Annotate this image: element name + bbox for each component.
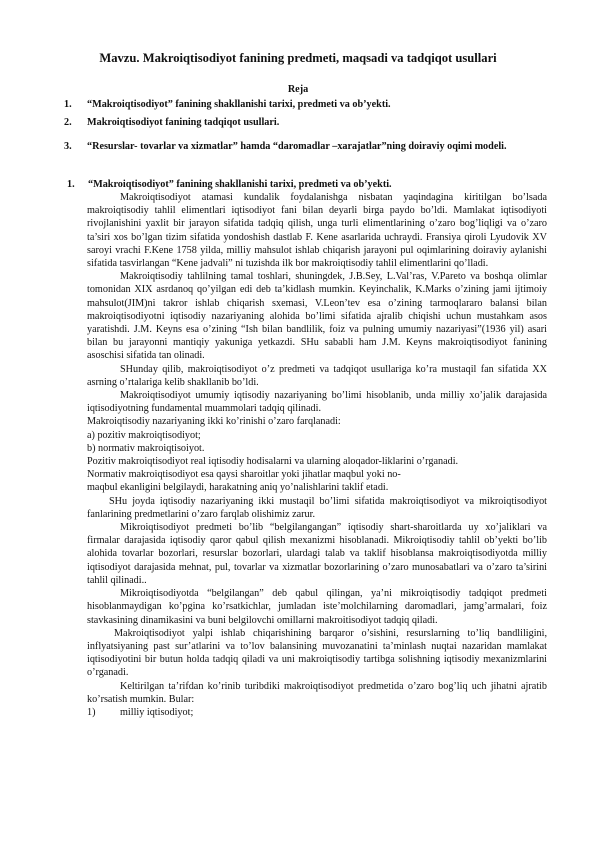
paragraph: Pozitiv makroiqtisodiyot real iqtisodiy hodisalarni va ularning aloqador-liklarini o’rganadi.: [87, 456, 459, 468]
paragraph: Mikroiqtisodiyotda “belgilangan” deb qabul qilingan, ya’ni mikroiqtisodiy tadqiqot predmeti hisoblanmaydigan ko’pgina ko’rsatkichlar, jumladan iste’molchilarning daromadlari, jamg’armalari, foiz stavkasining dinamikasini va buni belgilovchi omillarni makroitisodiyot tadqiq qiladi.: [87, 588, 547, 626]
list-item: b) normativ makroiqtisoiyot.: [87, 442, 205, 454]
section-heading: [67, 178, 392, 191]
list-item: a) pozitiv makroiqtisodiyot;: [87, 429, 201, 441]
list-item-text: milliy iqtisodiyot;: [120, 706, 194, 718]
plan-item-text: “Makroiqtisodiyot” fanining shakllanishi tarixi, predmeti va ob’yekti.: [87, 99, 391, 110]
paragraph: Makroiqtisodiyot umumiy iqtisodiy nazariyaning bo’limi hisoblanib, unda milliy xo’jalik darajasida iqtisodiyotning fundamental muammolari tadqiq qilinadi.: [87, 390, 547, 415]
paragraph: SHu joyda iqtisodiy nazariyaning ikki mustaqil bo’limi sifatida makroiqtisodiyot va mikroiqtisodiyot fanlarining predmetlarini o’zaro farqlab olishimiz zarur.: [87, 495, 547, 520]
paragraph: maqbul ekanligini belgilaydi, harakatning aniq yo’nalishlarini taklif etadi.: [87, 482, 389, 494]
paragraph: Makroiqtisodiy tahlilning tamal toshlari, shuningdek, J.B.Sey, L.Val’ras, V.Pareto va boshqa olimlar tomonidan XIX asrdanoq qo’yilgan edi deb ta’kidlash mumkin. Keyinchalik, K.Marks o’zining jami ijtimoiy mahsulot(JIM)ni takror ishlab chiqarish sxemasi, V.Leon’tev esa o’zining tarmoqlararo balansi bilan makroiqtisodiyotni iqtisodiy nazariyaning alohida bo’limi sifatida ajralib chiqishi uchun mustahkam asos yaratishdi. J.M. Keyns esa o’zining “Ish bilan bandlilik, foiz va pulning umumiy nazariyasi”(1936 yil) asari bilan bu jarayonni mantiqiy yakuniga yetkazdi. SHu sababli ham J.M. Keyns makroiqtisodiyot fanining asoschisi sifatida tan olinadi.: [87, 271, 547, 362]
plan-item-text: Makroiqtisodiyot fanining tadqiqot usullari.: [87, 117, 280, 128]
plan-item-text: “Resurslar- tovarlar va xizmatlar” hamda “daromadlar –xarajatlar”ning doiraviy oqimi modeli.: [87, 141, 507, 152]
paragraph: Mikroiqtisodiyot predmeti bo’lib “belgilangangan” iqtisodiy shart-sharoitlarda uy xo’jaliklari va firmalar darajasida iqtisodiy qaror qabul qilish mexanizmi hisoblanadi. Mikroiqtisodiy tahlil ob’yekti bo’lib alohida tovarlar bozorlari, resurslar bozorlari, ulardagi talab va taklif hisoblansa makroiqtisodiyotda milliy iqtisodiyot darajasida mehnat, pul, tovarlar va xizmatlar bozorlarining o’zaro munosabatlari va o’zaro ta’sirini tahlil qilinadi..: [87, 522, 547, 586]
plan-item: [64, 98, 547, 111]
paragraph: Makroiqtisodiy nazariyaning ikki ko’rinishi o’zaro farqlanadi:: [87, 416, 341, 428]
paragraph: Makroiqtisodiyot atamasi kundalik foydalanishga nisbatan yaqindagina kiritilgan bo’lsada makroiqtisodiy tahlil elimentlari iqtisodiyot fani bilan deyarli birga paydo bo’ldi. Mamlakat iqtisodiyoti rivojlanishini yaxlit bir jarayon sifatida tadqiq qilish, unga turli elimentlarining o’zaro bog’liqligi va o’zaro ta’siri xos bo’lgan tizim sifatida yondoshish dastlab F. Kene asarlarida uchraydi. Fransiya qiroli Lyudovik XV saroyi vrachi F.Kene 1758 yilda, milliy mahsulot ishlab chiqarish jarayoni pul oqimlarining doiraviy aylanishi sifatida tasvirlangan “Kene jadvali” ni tuzishda ilk bor makroiqtisodiy tahlil elimentlarini qo’lladi.: [87, 192, 547, 270]
paragraph: Makroiqtisodiyot yalpi ishlab chiqarishining barqaror o’sishini, resurslarning to’liq bandliligini, inflyatsiyaning past sur’atlarini va to’lov balansining muvozanatini ta’minlash nuqtai nazaridan mamlakat iqtisodiyotini bir butun holda tadqiq qiladi va uni makroiqtisodiy tartibga solishning iqtisodiy mexanizmlarini o’rganadi.: [87, 627, 547, 679]
plan-item: [64, 139, 529, 155]
plan-heading: Reja: [287, 84, 309, 95]
document-title: Mavzu. Makroiqtisodiyot fanining predmeti, maqsadi va tadqiqot usullari: [99, 51, 497, 65]
paragraph: SHunday qilib, makroiqtisodiyot o’z predmeti va tadqiqot usullariga ko’ra mustaqil fan sifatida XX asrning o’rtalariga kelib shakllanib bo’ldi.: [87, 363, 547, 388]
plan-item-number: 3.: [64, 141, 72, 152]
paragraph: Normativ makroiqtisodiyot esa qaysi sharoitlar yoki jihatlar maqbul yoki no-: [87, 469, 401, 481]
section-number: 1.: [67, 179, 75, 190]
plan-item-number: 2.: [64, 117, 72, 128]
section-heading-text: “Makroiqtisodiyot” fanining shakllanishi tarixi, predmeti va ob’yekti.: [88, 179, 392, 190]
list-item: [87, 706, 547, 719]
body-text: [87, 191, 547, 719]
paragraph: Keltirilgan ta’rifdan ko’rinib turibdiki makroiqtisodiyot predmetida o’zaro bog’liq uch jihatni ajratib ko’rsatish mumkin. Bular:: [87, 680, 547, 705]
plan-item: [64, 116, 547, 129]
list-item-number: 1): [87, 706, 96, 718]
plan-item-number: 1.: [64, 99, 72, 110]
